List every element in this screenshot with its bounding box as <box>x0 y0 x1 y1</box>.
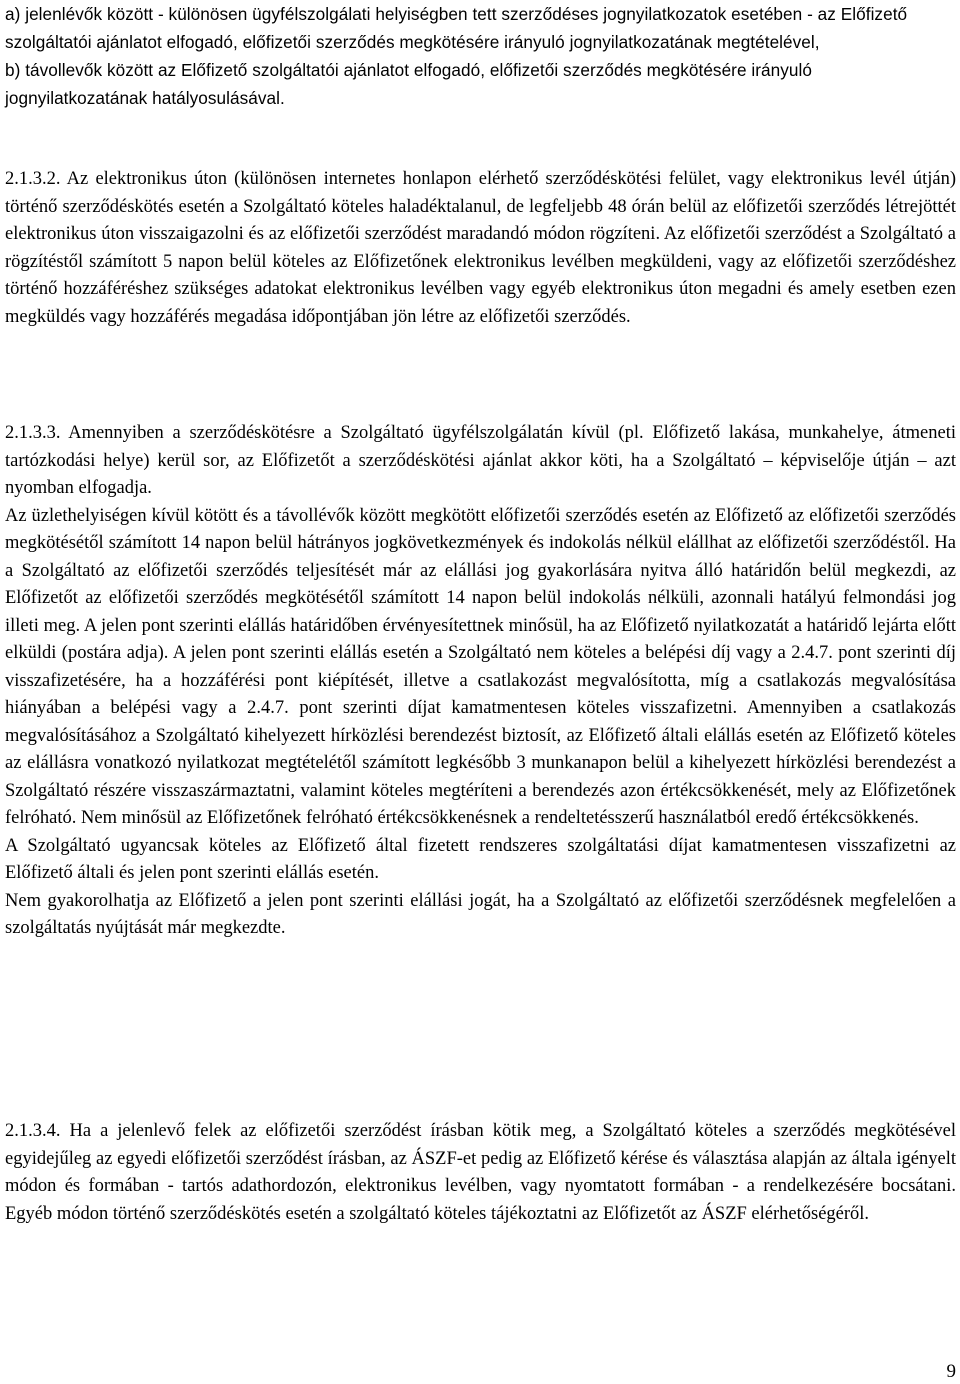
intro-item-b: b) távollevők között az Előfizető szolgáltatói ajánlatot elfogadó, előfizetői szerződés megkötésére irányuló jognyilatkozatának hatályosulásával. <box>5 60 812 108</box>
section-2-1-3-2 <box>5 166 956 331</box>
section-2-1-3-3-para-3: A Szolgáltató ugyancsak köteles az Előfizető által fizetett rendszeres szolgáltatási díjat kamatmentesen visszafizetni az Előfizető általi és jelen pont szerinti elállás esetén. <box>5 835 956 883</box>
intro-item-a: a) jelenlévők között - különösen ügyfélszolgálati helyiségben tett szerződéses jognyilatkozatok esetében - az Előfizető szolgáltatói ajánlatot elfogadó, előfizetői szerződés megkötésére irányuló jognyilatkozatának megtételével, <box>5 4 908 52</box>
intro-list <box>5 0 956 112</box>
section-2-1-3-4-text: 2.1.3.4. Ha a jelenlevő felek az előfizetői szerződést írásban kötik meg, a Szolgáltató köteles a szerződés megkötésével egyidejűleg az egyedi előfizetői szerződést írásban, az ÁSZF-et pedig az Előfizető kérése és választása alapján az általa igényelt módon és formában - tartós adathordozón, elektronikus levélben, vagy nyomtatott formában - a rendelkezésére bocsátani. Egyéb módon történő szerződéskötés esetén a szolgáltató köteles tájékoztatni az Előfizetőt az ÁSZF elérhetőségéről. <box>5 1121 956 1224</box>
section-2-1-3-4 <box>5 1118 956 1228</box>
section-2-1-3-3 <box>5 420 956 943</box>
section-2-1-3-3-para-1: 2.1.3.3. Amennyiben a szerződéskötésre a Szolgáltató ügyfélszolgálatán kívül (pl. Előfizető lakása, munkahelye, átmeneti tartózkodási helye) kerül sor, az Előfizetőt a szerződéskötési ajánlat akkor köti, ha a Szolgáltató – képviselője útján – azt nyomban elfogadja. <box>5 423 956 498</box>
page-number: 9 <box>946 1361 956 1382</box>
section-2-1-3-3-para-2: Az üzlethelyiségen kívül kötött és a távollévők között megkötött előfizetői szerződés esetén az Előfizető az előfizetői szerződés megkötésétől számított 14 napon belül hátrányos jogkövetkezmények és indokolás nélkül elállhat az előfizetői szerződéstől. Ha a Szolgáltató az előfizetői szerződés teljesítését már az elállási jog gyakorlására nyitva álló határidőn belül megkezdi, az Előfizetőt az előfizetői szerződés megkötésétől számított 14 napon belül indokolás nélküli, azonnali hatályú felmondási jog illeti meg. A jelen pont szerinti elállás határidőben érvényesítettnek minősül, ha az Előfizető nyilatkozatát a határidő lejárta előtt elküldi (postára adja). A jelen pont szerinti elállás esetén a Szolgáltató nem köteles a belépési díj vagy a 2.4.7. pont szerinti díj visszafizetésére, ha a hozzáférési pont kiépítését, illetve a csatlakozást megvalósította, míg a csatlakozás megvalósítása hiányában a belépési vagy a 2.4.7. pont szerinti díjat kamatmentesen köteles visszafizetni. Amennyiben a csatlakozás megvalósításához a Szolgáltató kihelyezett hírközlési berendezést biztosít, az Előfizető általi elállás esetén az Előfizető köteles az elállásra vonatkozó nyilatkozat megtételétől számított legkésőbb 3 munkanapon belül a kihelyezett hírközlési berendezést a Szolgáltató részére visszaszármaztatni, valamint köteles megtéríteni a berendezés azon értékcsökkenését, mely az Előfizetőnek felróható. Nem minősül az Előfizetőnek felróható értékcsökkenésnek a rendeltetésszerű használatból eredő értékcsökkenés. <box>5 505 956 828</box>
section-2-1-3-2-text: 2.1.3.2. Az elektronikus úton (különösen internetes honlapon elérhető szerződéskötési felület, vagy elektronikus levél útján) történő szerződéskötés esetén a Szolgáltató köteles haladéktalanul, de legfeljebb 48 órán belül az előfizetői szerződés létrejöttét elektronikus úton visszaigazolni és az előfizetői szerződést maradandó módon rögzíteni. Az előfizetői szerződést a Szolgáltató a rögzítéstől számított 5 napon belül köteles az Előfizetőnek elektronikus levélben megküldeni, vagy az előfizetői szerződéshez történő hozzáféréshez szükséges adatokat elektronikus levélben vagy egyéb elektronikus úton megadni és amely esetben ezen megküldés vagy hozzáférés megadása időpontjában jön létre az előfizetői szerződés. <box>5 169 956 327</box>
section-2-1-3-3-para-4: Nem gyakorolhatja az Előfizető a jelen pont szerinti elállási jogát, ha a Szolgáltató az előfizetői szerződésnek megfelelően a szolgáltatás nyújtását már megkezdte. <box>5 890 956 938</box>
